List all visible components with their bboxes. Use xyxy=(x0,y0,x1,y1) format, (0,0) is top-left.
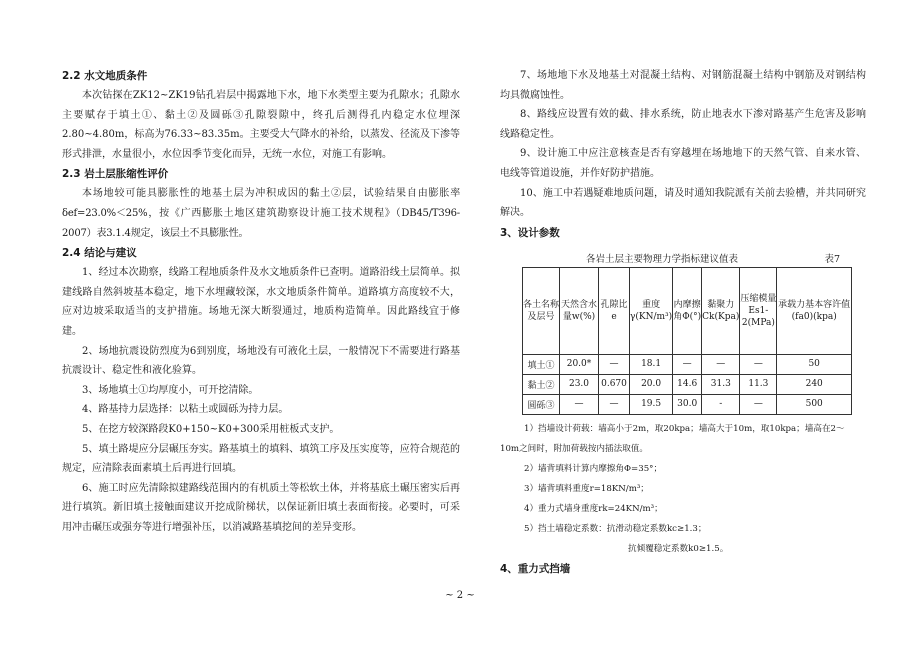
table-header-cell: 重度γ(KN/m³) xyxy=(630,267,673,354)
table-cell: 黏土② xyxy=(523,374,560,394)
table-row xyxy=(523,354,852,374)
table-cell: 填土① xyxy=(523,354,560,374)
note-line: 2）墙背填料计算内摩擦角Φ=35°； xyxy=(524,463,663,474)
conclusion-item: 7、场地地下水及地基土对混凝土结构、对钢筋混凝土结构中钢筋及对钢结构均具微腐蚀性。 xyxy=(500,70,866,101)
table-header-cell: 压缩模量Es1-2(MPa) xyxy=(740,267,777,354)
conclusion-item: 8、路线应设置有效的截、排水系统，防止地表水下渗对路基产生危害及影响线路稳定性。 xyxy=(500,109,866,140)
table-cell: 30.0 xyxy=(673,394,702,414)
table-cell: 20.0* xyxy=(560,354,599,374)
table-number: 表7 xyxy=(824,253,840,265)
table-cell: 11.3 xyxy=(740,374,777,394)
table-header-cell: 孔隙比e xyxy=(599,267,630,354)
left-column xyxy=(62,66,460,537)
page-number: ~ 2 ~ xyxy=(445,590,475,601)
conclusion-item: 2、场地抗震设防烈度为6到别度，场地没有可液化土层，一般情况下不需要进行路基抗震设计、稳定性和液化验算。 xyxy=(62,345,460,377)
table-cell: — xyxy=(740,394,777,414)
table-cell: — xyxy=(560,394,599,414)
conclusion-item: 9、设计施工中应注意核查是否有穿越埋在场地地下的天然气管、自来水管、电线等管道设施，并作好防护措施。 xyxy=(500,148,866,179)
conclusion-item: 1、经过本次勘察，线路工程地质条件及水文地质条件已查明。道路沿线土层简单。拟建线路自然斜坡基本稳定，地下水埋藏较深，水文地质条件简单。道路填方高度较不大，应对边坡采取适当的支护措施。场地无深大断裂通过，地质构造简单。因此路线宜于修建。 xyxy=(62,267,460,337)
table-header-cell: 内摩擦角Φ(°) xyxy=(673,267,702,354)
conclusion-item: 3、场地填土①均厚度小，可开挖清除。 xyxy=(82,384,259,396)
section-title-gravity-wall: 4、重力式挡墙 xyxy=(500,562,571,575)
note-line: 3）墙背填料重度r=18KN/m³； xyxy=(524,483,649,494)
note-line: 10m之间时，附加荷载按内插法取值。 xyxy=(500,443,648,454)
table-cell: 50 xyxy=(777,354,852,374)
conclusion-item: 6、施工时应先清除拟建路线范围内的有机质土等松软土体，并将基底土碾压密实后再进行填筑。新旧填土接触面建议开挖成阶梯状，以保证新旧填土表面衔接。必要时，可采用冲击碾压或强夯等进行增强补压，以消减路基填挖间的差异变形。 xyxy=(62,482,460,533)
section-title-design-parameters: 3、设计参数 xyxy=(500,226,560,239)
table-header-cell: 天然含水量w(%) xyxy=(560,267,599,354)
table-header-row xyxy=(523,267,852,354)
table-cell: — xyxy=(740,354,777,374)
table-cell: — xyxy=(702,354,740,374)
table-cell: 31.3 xyxy=(702,374,740,394)
conclusion-item: 4、路基持力层选择：以粘土或圆砾为持力层。 xyxy=(82,404,289,416)
table-header-cell: 各土名称及层号 xyxy=(523,267,560,354)
table-cell: 20.0 xyxy=(630,374,673,394)
table-row xyxy=(523,394,852,414)
right-column xyxy=(500,66,866,579)
table-cell: — xyxy=(599,354,630,374)
table-cell: 18.1 xyxy=(630,354,673,374)
table-header-cell: 承载力基本容许值(fa0)(kpa) xyxy=(777,267,852,354)
table-header-cell: 黏聚力Ck(Kpa) xyxy=(702,267,740,354)
table-cell: 0.670 xyxy=(599,374,630,394)
table-caption-row xyxy=(500,249,866,265)
section-title-hydrogeology: 2.2 水文地质条件 xyxy=(62,70,148,82)
note-line: 4）重力式墙身重度rk=24KN/m³； xyxy=(524,503,663,514)
table-cell: 19.5 xyxy=(630,394,673,414)
table-row xyxy=(523,374,852,394)
paragraph-hydrogeology: 本次钻探在ZK12~ZK19钻孔岩层中揭露地下水，地下水类型主要为孔隙水；孔隙水主要赋存于填土①、黏土②及圆砾③孔隙裂隙中，终孔后测得孔内稳定水位埋深2.80~4.80m，标高为76.33~83.35m。主要受大气降水的补给，以蒸发、径流及下渗等形式排泄，水量很小，水位因季节变化而异，无统一水位，对施工有影响。 xyxy=(62,90,460,160)
table-cell: 240 xyxy=(777,374,852,394)
table-cell: 圆砾③ xyxy=(523,394,560,414)
table-notes xyxy=(500,419,866,559)
table-caption: 各岩土层主要物理力学指标建议值表 xyxy=(586,253,739,265)
note-line: 1）挡墙设计荷载：墙高小于2m，取20kpa；墙高大于10m，取10kpa；墙高在2～ xyxy=(524,423,845,434)
conclusion-item: 5、在挖方较深路段K0+150~K0+300采用桩板式支护。 xyxy=(82,423,340,435)
paragraph-swelling: 本场地较可能具膨胀性的地基土层为冲积成因的黏土②层，试验结果自由膨胀率δef=23.0%＜25%，按《广西膨胀土地区建筑勘察设计施工技术规程》（DB45/T396-2007）表3.1.4规定，该层土不具膨胀性。 xyxy=(62,188,460,239)
conclusion-item: 5、填土路堤应分层碾压夯实。路基填土的填料、填筑工序及压实度等，应符合规范的规定，应清除表面素填土后再进行回填。 xyxy=(62,443,460,475)
note-line: 5）挡土墙稳定系数：抗滑动稳定系数kc≥1.3； xyxy=(524,523,707,534)
table-cell: 14.6 xyxy=(673,374,702,394)
table-cell: — xyxy=(599,394,630,414)
table-cell: — xyxy=(673,354,702,374)
note-line: 抗倾覆稳定系数k0≥1.5。 xyxy=(628,543,729,554)
conclusion-item: 10、施工中若遇疑难地质问题，请及时通知我院派有关前去验槽，并共同研究解决。 xyxy=(500,187,866,219)
table-cell: 23.0 xyxy=(560,374,599,394)
section-title-swelling: 2.3 岩土层胀缩性评价 xyxy=(62,168,169,181)
soil-parameters-table xyxy=(522,267,852,415)
section-title-conclusions: 2.4 结论与建议 xyxy=(62,247,137,260)
table-cell: - xyxy=(702,394,740,414)
table-cell: 500 xyxy=(777,394,852,414)
